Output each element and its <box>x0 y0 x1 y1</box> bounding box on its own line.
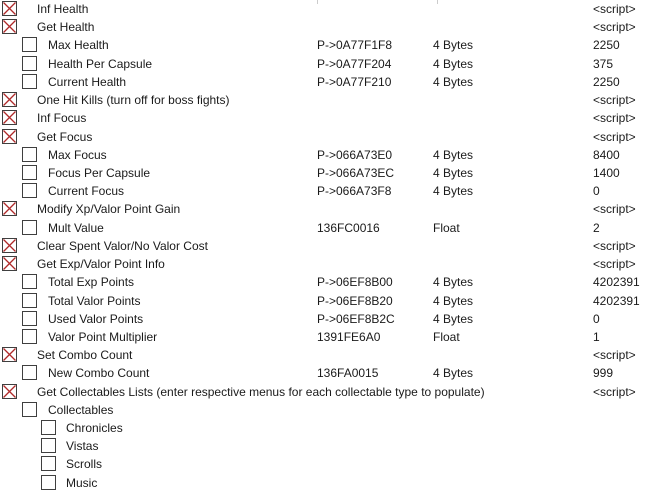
cheat-value[interactable]: <script> <box>593 111 636 126</box>
cheat-row[interactable] <box>0 328 652 346</box>
cheat-checkbox[interactable] <box>2 1 17 16</box>
cheat-row[interactable] <box>0 419 652 437</box>
cheat-value[interactable]: 375 <box>593 56 614 71</box>
cheat-checkbox[interactable] <box>22 183 37 198</box>
cheat-type[interactable]: 4 Bytes <box>433 74 474 89</box>
cheat-value[interactable]: 2250 <box>593 74 620 89</box>
cheat-description[interactable]: Set Combo Count <box>37 348 133 363</box>
cheat-row[interactable] <box>0 383 652 401</box>
cheat-description[interactable]: Current Health <box>48 74 127 89</box>
red-x-check-icon <box>3 130 16 143</box>
cheat-row[interactable] <box>0 255 652 273</box>
cheat-description[interactable]: Total Exp Points <box>48 275 135 290</box>
cheat-row[interactable] <box>0 200 652 218</box>
cheat-type[interactable]: 4 Bytes <box>433 165 474 180</box>
cheat-type[interactable]: 4 Bytes <box>433 38 474 53</box>
cheat-address[interactable]: P->06EF8B20 <box>317 293 393 308</box>
cheat-value[interactable]: <script> <box>593 20 636 35</box>
cheat-description[interactable]: Used Valor Points <box>48 311 144 326</box>
cheat-description[interactable]: One Hit Kills (turn off for boss fights) <box>37 93 230 108</box>
cheat-type[interactable]: 4 Bytes <box>433 311 474 326</box>
cheat-checkbox[interactable] <box>2 92 17 107</box>
cheat-description[interactable]: Valor Point Multiplier <box>48 329 158 344</box>
cheat-row[interactable] <box>0 292 652 310</box>
cheat-value[interactable]: 0 <box>593 184 600 199</box>
cheat-row[interactable] <box>0 455 652 473</box>
cheat-row[interactable] <box>0 237 652 255</box>
cheat-row[interactable] <box>0 146 652 164</box>
cheat-row[interactable] <box>0 346 652 364</box>
cheat-description[interactable]: Clear Spent Valor/No Valor Cost <box>37 238 208 253</box>
cheat-value[interactable]: <script> <box>593 129 636 144</box>
cheat-description[interactable]: Scrolls <box>66 457 103 472</box>
cheat-description[interactable]: Inf Health <box>37 2 89 16</box>
cheat-checkbox[interactable] <box>22 56 37 71</box>
cheat-checkbox[interactable] <box>2 110 17 125</box>
cheat-address[interactable]: P->06EF8B2C <box>317 311 395 326</box>
cheat-row[interactable] <box>0 401 652 419</box>
cheat-checkbox[interactable] <box>2 384 17 399</box>
cheat-checkbox[interactable] <box>22 37 37 52</box>
cheat-checkbox[interactable] <box>41 475 56 490</box>
red-x-check-icon <box>3 385 16 398</box>
cheat-row[interactable] <box>0 474 652 492</box>
cheat-value[interactable]: <script> <box>593 384 636 399</box>
cheat-checkbox[interactable] <box>2 347 17 362</box>
cheat-checkbox[interactable] <box>22 274 37 289</box>
cheat-row[interactable] <box>0 364 652 382</box>
cheat-checkbox[interactable] <box>22 402 37 417</box>
cheat-description[interactable]: Health Per Capsule <box>48 56 153 71</box>
cheat-description[interactable]: New Combo Count <box>48 366 150 381</box>
cheat-address[interactable]: P->066A73F8 <box>317 184 392 199</box>
red-x-check-icon <box>3 20 16 33</box>
red-x-check-icon <box>3 202 16 215</box>
cheat-description[interactable]: Get Exp/Valor Point Info <box>37 257 165 272</box>
cheat-value[interactable]: <script> <box>593 93 636 108</box>
cheat-address[interactable]: P->06EF8B00 <box>317 275 393 290</box>
cheat-row[interactable] <box>0 91 652 109</box>
cheat-description[interactable]: Mult Value <box>48 220 104 235</box>
cheat-row[interactable] <box>0 18 652 36</box>
cheat-checkbox[interactable] <box>41 438 56 453</box>
cheat-description[interactable]: Music <box>66 475 98 490</box>
cheat-checkbox[interactable] <box>2 129 17 144</box>
red-x-check-icon <box>3 257 16 270</box>
red-x-check-icon <box>3 93 16 106</box>
cheat-value[interactable]: 8400 <box>593 147 620 162</box>
cheat-address[interactable]: 136FC0016 <box>317 220 380 235</box>
cheat-checkbox[interactable] <box>41 420 56 435</box>
cheat-description[interactable]: Get Health <box>37 20 95 35</box>
cheat-type[interactable]: 4 Bytes <box>433 184 474 199</box>
cheat-type[interactable]: 4 Bytes <box>433 275 474 290</box>
cheat-checkbox[interactable] <box>22 220 37 235</box>
cheat-value[interactable]: 1400 <box>593 165 620 180</box>
cheat-description[interactable]: Focus Per Capsule <box>48 165 151 180</box>
cheat-type[interactable]: 4 Bytes <box>433 56 474 71</box>
cheat-type[interactable]: 4 Bytes <box>433 147 474 162</box>
cheat-row[interactable] <box>0 0 652 18</box>
cheat-address[interactable]: P->066A73EC <box>317 165 395 180</box>
cheat-row[interactable] <box>0 437 652 455</box>
cheat-row[interactable] <box>0 73 652 91</box>
cheat-row[interactable] <box>0 219 652 237</box>
cheat-value[interactable]: <script> <box>593 238 636 253</box>
cheat-description[interactable]: Current Focus <box>48 184 125 199</box>
cheat-checkbox[interactable] <box>22 311 37 326</box>
cheat-description[interactable]: Inf Focus <box>37 111 87 126</box>
cheat-row[interactable] <box>0 182 652 200</box>
cheat-checkbox[interactable] <box>41 456 56 471</box>
cheat-row[interactable] <box>0 310 652 328</box>
cheat-type[interactable]: 4 Bytes <box>433 293 474 308</box>
cheat-address[interactable]: P->0A77F204 <box>317 56 392 71</box>
cheat-description[interactable]: Modify Xp/Valor Point Gain <box>37 202 181 217</box>
cheat-checkbox[interactable] <box>2 238 17 253</box>
cheat-address[interactable]: 1391FE6A0 <box>317 329 381 344</box>
cheat-checkbox[interactable] <box>22 293 37 308</box>
red-x-check-icon <box>3 111 16 124</box>
cheat-row[interactable] <box>0 128 652 146</box>
cheat-description[interactable]: Total Valor Points <box>48 293 141 308</box>
cheat-checkbox[interactable] <box>2 19 17 34</box>
cheat-checkbox[interactable] <box>2 201 17 216</box>
cheat-checkbox[interactable] <box>22 365 37 380</box>
cheat-description[interactable]: Max Health <box>48 38 109 53</box>
cheat-description[interactable]: Get Focus <box>37 129 93 144</box>
cheat-checkbox[interactable] <box>22 147 37 162</box>
cheat-description[interactable]: Max Focus <box>48 147 107 162</box>
cheat-type[interactable]: Float <box>433 220 460 235</box>
cheat-type[interactable]: 4 Bytes <box>433 366 474 381</box>
red-x-check-icon <box>3 239 16 252</box>
cheat-value[interactable]: <script> <box>593 2 636 16</box>
red-x-check-icon <box>3 348 16 361</box>
cheat-row[interactable] <box>0 36 652 54</box>
cheat-value[interactable]: <script> <box>593 202 636 217</box>
cheat-value[interactable]: 999 <box>593 366 614 381</box>
cheat-value[interactable]: 1 <box>593 329 600 344</box>
cheat-address[interactable]: P->0A77F210 <box>317 74 392 89</box>
cheat-address[interactable]: P->0A77F1F8 <box>317 38 393 53</box>
cheat-description[interactable]: Vistas <box>66 439 99 454</box>
cheat-value[interactable]: <script> <box>593 348 636 363</box>
cheat-description[interactable]: Get Collectables Lists (enter respective menus for each collectable type to populate) <box>37 384 485 399</box>
cheat-row[interactable] <box>0 109 652 127</box>
red-x-check-icon <box>3 2 16 15</box>
cheat-row[interactable] <box>0 55 652 73</box>
cheat-row[interactable] <box>0 164 652 182</box>
cheat-value[interactable]: 2 <box>593 220 600 235</box>
cheat-row[interactable] <box>0 273 652 291</box>
cheat-value[interactable]: <script> <box>593 257 636 272</box>
cheat-value[interactable]: 4202391 <box>593 275 640 290</box>
cheat-checkbox[interactable] <box>22 74 37 89</box>
cheat-address[interactable]: P->066A73E0 <box>317 147 393 162</box>
cheat-address[interactable]: 136FA0015 <box>317 366 379 381</box>
cheat-checkbox[interactable] <box>22 165 37 180</box>
cheat-checkbox[interactable] <box>2 256 17 271</box>
cheat-description[interactable]: Collectables <box>48 402 114 417</box>
cheat-type[interactable]: Float <box>433 329 460 344</box>
cheat-value[interactable]: 0 <box>593 311 600 326</box>
cheat-checkbox[interactable] <box>22 329 37 344</box>
cheat-description[interactable]: Chronicles <box>66 421 123 436</box>
cheat-value[interactable]: 4202391 <box>593 293 640 308</box>
cheat-value[interactable]: 2250 <box>593 38 620 53</box>
